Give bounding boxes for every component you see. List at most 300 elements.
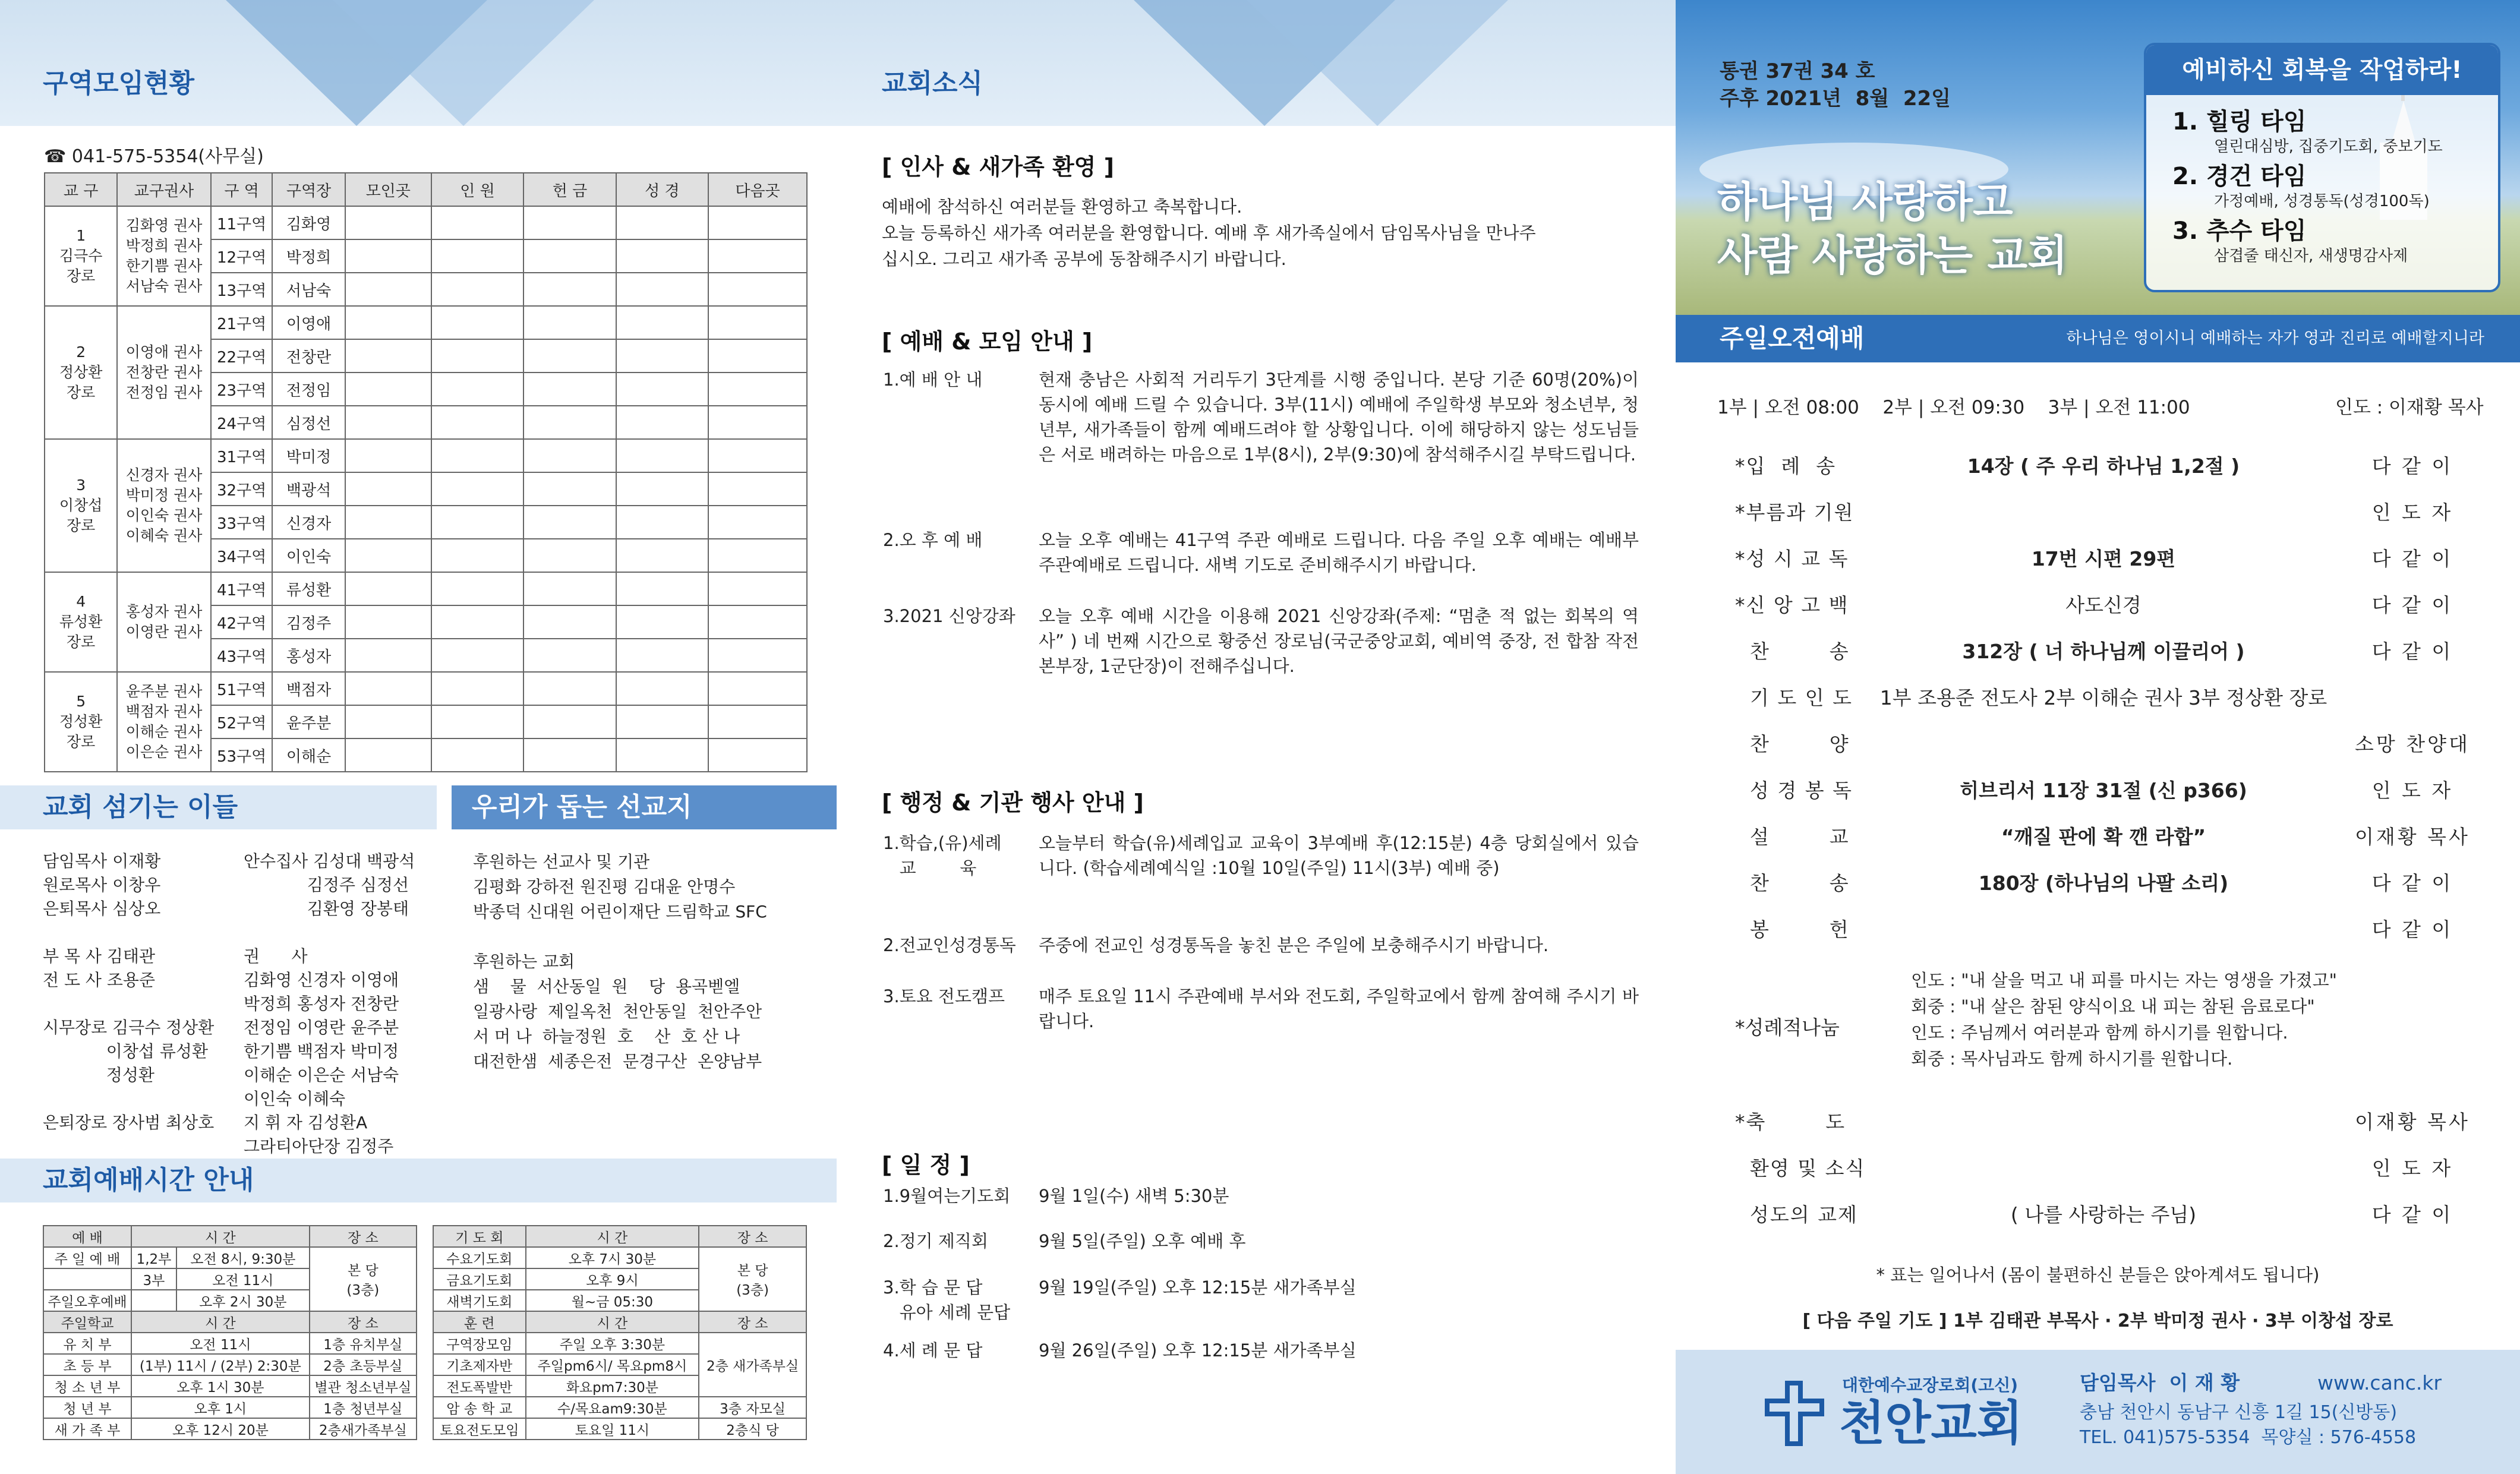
district-blank-cell <box>616 439 708 472</box>
theme-box-title: 예비하신 회복을 작업하라! <box>2146 45 2498 95</box>
time-table-cell: 새벽기도회 <box>433 1290 526 1311</box>
district-blank-cell <box>616 373 708 406</box>
notice-label: 1.9월여는기도회 <box>883 1186 1011 1206</box>
district-header-cell: 인 원 <box>431 173 523 206</box>
time-table-row <box>433 1418 806 1440</box>
order-item-content: 14장 ( 주 우리 하나님 1,2절 ) <box>1967 454 2240 478</box>
district-row <box>45 306 807 339</box>
time-table-header-cell: 예 배 <box>43 1226 131 1247</box>
district-header-cell: 모인곳 <box>345 173 431 206</box>
order-item-by: 다 같 이 <box>2371 594 2453 617</box>
district-blank-cell <box>345 306 431 339</box>
phone-numbers: TEL. 041)575-5354 목양실 : 576-4558 <box>2080 1427 2417 1448</box>
district-blank-cell <box>345 206 431 239</box>
notice-text: 9월 26일(주일) 오후 12:15분 새가족부실 <box>1039 1340 1357 1361</box>
worship-notice-heading: [ 예배 & 모임 안내 ] <box>882 329 1093 355</box>
notice-text: 9월 5일(주일) 오후 예배 후 <box>1039 1231 1246 1251</box>
district-leader: 백광석 <box>272 472 345 506</box>
district-title: 구역모임현황 <box>43 68 195 99</box>
district-blank-cell <box>708 605 807 639</box>
district-blank-cell <box>345 273 431 306</box>
district-blank-cell <box>708 439 807 472</box>
parish-member: 서남숙 권사 <box>125 277 203 295</box>
district-blank-cell <box>708 206 807 239</box>
district-leader: 이영애 <box>272 306 345 339</box>
district-blank-cell <box>708 506 807 539</box>
district-blank-cell <box>345 472 431 506</box>
district-leader: 서남숙 <box>272 273 345 306</box>
notice-label: 2.정기 제직회 <box>883 1231 988 1251</box>
time-table-cell: 2층새가족부실 <box>310 1418 417 1440</box>
order-row <box>1676 582 2520 629</box>
district-blank-cell <box>708 273 807 306</box>
district-blank-cell <box>431 273 523 306</box>
footer <box>1676 1350 2520 1474</box>
order-item-name: 봉 헌 <box>1735 918 1850 941</box>
order-item-content: 1부 조용준 전도사 2부 이해순 권사 3부 정상환 장로 <box>1879 686 2327 709</box>
order-row <box>1676 860 2520 907</box>
time-table-cell: 화요pm7:30분 <box>526 1375 699 1397</box>
district-number: 51구역 <box>211 672 273 705</box>
time-table-cell: 암 송 학 교 <box>433 1397 526 1418</box>
district-blank-cell <box>345 539 431 572</box>
district-header-cell: 다음곳 <box>708 173 807 206</box>
time-table-cell <box>131 1290 176 1311</box>
greeting-line: 오늘 등록하신 새가족 여러분을 환영합니다. 예배 후 새가족실에서 담임목사님을 만나주 <box>882 223 1536 243</box>
district-number: 13구역 <box>211 273 273 306</box>
time-table-header-cell: 시 간 <box>131 1226 310 1247</box>
server-line: 은퇴목사 심상오 <box>43 899 161 919</box>
address: 충남 천안시 동남구 신흥 1길 15(신방동) <box>2080 1402 2398 1423</box>
district-blank-cell <box>431 639 523 672</box>
communion-label: *성례적나눔 <box>1735 1016 1840 1039</box>
district-blank-cell <box>708 672 807 705</box>
order-row <box>1676 1099 2520 1145</box>
time-table-header <box>433 1311 806 1333</box>
missions-title: 우리가 돕는 선교지 <box>452 785 837 829</box>
server-line: 김화영 신경자 이영애 <box>244 970 399 990</box>
time-table-cell: 구역장모임 <box>433 1333 526 1354</box>
theme-item-title: 1. 힐링 타임 <box>2172 108 2307 135</box>
service-title: 주일오전예배 <box>1720 324 1865 353</box>
district-table-header <box>45 173 807 206</box>
time-table-header-cell: 시 간 <box>526 1311 699 1333</box>
order-item-by: 인 도 자 <box>2371 1157 2453 1180</box>
worship-times-right-table <box>433 1225 807 1440</box>
parish-name: 4 류성환 장로 <box>45 572 117 672</box>
district-blank-cell <box>523 705 616 738</box>
time-table-row <box>433 1333 806 1354</box>
parish-member: 홍성자 권사 <box>125 603 203 620</box>
district-blank-cell <box>616 472 708 506</box>
district-blank-cell <box>708 306 807 339</box>
panel-news <box>837 0 1676 1474</box>
district-blank-cell <box>616 306 708 339</box>
district-blank-cell <box>345 439 431 472</box>
server-line: 은퇴장로 장사범 최상호 <box>43 1113 215 1132</box>
time-table-header-cell: 훈 련 <box>433 1311 526 1333</box>
time-table-cell: 유 치 부 <box>43 1333 131 1354</box>
notice-text: 현재 충남은 사회적 거리두기 3단계를 시행 중입니다. 본당 기준 60명(20%)이 동시에 예배 드릴 수 있습니다. 3부(11시) 예배에 주일학생 부모와 청소년부, 청년부, 새가족들이 함께 예배드려야 할 상황입니다. 이에 해당하지 않는 성도님들은 서로 배려하는 마음으로 1부(8시), 2부(9:30)에 참석해주시길 부탁드립니다. <box>1039 370 1639 465</box>
time-table-row <box>433 1397 806 1418</box>
district-leader: 백점자 <box>272 672 345 705</box>
district-leader: 신경자 <box>272 506 345 539</box>
time-table-row <box>43 1247 417 1268</box>
district-blank-cell <box>523 406 616 439</box>
district-header-cell: 구 역 <box>211 173 273 206</box>
district-blank-cell <box>616 738 708 772</box>
district-blank-cell <box>345 339 431 373</box>
parish-member: 박미정 권사 <box>125 487 203 504</box>
district-blank-cell <box>616 572 708 605</box>
district-blank-cell <box>345 572 431 605</box>
district-blank-cell <box>523 605 616 639</box>
parish-member: 전정임 권사 <box>125 384 203 401</box>
slogan-line1: 하나님 사랑하고 <box>1717 178 2013 226</box>
notice-label: 1.학습,(유)세례 교 육 <box>883 833 1002 878</box>
district-blank-cell <box>708 406 807 439</box>
order-item-content: 사도신경 <box>2065 594 2141 617</box>
time-table-cell <box>43 1268 131 1290</box>
order-item-name: *축 도 <box>1735 1110 1846 1134</box>
district-header-cell: 교 구 <box>45 173 117 206</box>
time-table-header-cell: 장 소 <box>310 1311 417 1333</box>
time-table-row <box>433 1247 806 1268</box>
time-table-cell: 2층 초등부실 <box>310 1354 417 1375</box>
order-row <box>1676 768 2520 814</box>
time-table-cell: 기초제자반 <box>433 1354 526 1375</box>
district-header-cell: 성 경 <box>616 173 708 206</box>
time-table-cell: 3층 자모실 <box>699 1397 806 1418</box>
district-blank-cell <box>523 373 616 406</box>
district-number: 24구역 <box>211 406 273 439</box>
time-table-header-cell: 장 소 <box>310 1226 417 1247</box>
schedule-heading: [ 일 정 ] <box>882 1152 970 1178</box>
notice-label: 3.토요 전도캠프 <box>883 986 1005 1006</box>
notice-label: 2.전교인성경통독 <box>883 935 1016 955</box>
parish-member: 윤주분 권사 <box>125 683 203 700</box>
parish-members <box>117 439 211 572</box>
district-blank-cell <box>345 738 431 772</box>
district-header-cell: 교구권사 <box>117 173 211 206</box>
order-item-content: 312장 ( 너 하나님께 이끌리어 ) <box>1962 640 2245 663</box>
standing-note: * 표는 일어나서 (몸이 불편하신 분들은 앉아계셔도 됩니다) <box>1876 1265 2320 1285</box>
time-table-cell: (1부) 11시 / (2부) 2:30분 <box>131 1354 310 1375</box>
district-blank-cell <box>616 539 708 572</box>
district-blank-cell <box>523 738 616 772</box>
panel-service <box>1676 0 2520 1474</box>
communion-line: 인도 : 주님께서 여러분과 함께 하시기를 원합니다. <box>1911 1022 2288 1043</box>
time-table-header <box>43 1311 417 1333</box>
time-table-header-cell: 주일학교 <box>43 1311 131 1333</box>
time-table-cell: 별관 청소년부실 <box>310 1375 417 1397</box>
order-item-by: 인 도 자 <box>2371 779 2453 802</box>
time-table-cell: 오후 12시 20분 <box>131 1418 310 1440</box>
notice-label: 3.학 습 문 답 유아 세례 문답 <box>883 1277 1011 1323</box>
district-blank-cell <box>431 705 523 738</box>
district-blank-cell <box>708 738 807 772</box>
notice-text: 9월 1일(수) 새벽 5:30분 <box>1039 1186 1229 1206</box>
district-blank-cell <box>431 472 523 506</box>
parish-name: 1 김극수 장로 <box>45 206 117 306</box>
missions-list <box>473 850 830 1074</box>
website-link[interactable]: www.canc.kr <box>2317 1371 2442 1394</box>
district-row <box>45 439 807 472</box>
server-line: 그라티아단장 김정주 <box>244 1137 394 1156</box>
district-blank-cell <box>523 539 616 572</box>
parish-member: 이해순 권사 <box>125 723 203 740</box>
mission-line: 후원하는 선교사 및 기관 <box>473 852 650 872</box>
district-row <box>45 672 807 705</box>
parish-members <box>117 572 211 672</box>
order-item-by: 인 도 자 <box>2371 501 2453 524</box>
district-number: 31구역 <box>211 439 273 472</box>
district-blank-cell <box>523 339 616 373</box>
theme-box-items <box>2146 95 2498 266</box>
time-table-cell: 1,2부 <box>131 1247 176 1268</box>
district-table <box>44 172 808 772</box>
district-blank-cell <box>345 506 431 539</box>
order-item-name: 설 교 <box>1735 825 1850 848</box>
district-row <box>45 572 807 605</box>
parish-members <box>117 306 211 439</box>
notice-label: 1.예 배 안 내 <box>883 370 983 390</box>
order-item-by: 다 같 이 <box>2371 640 2453 663</box>
order-row <box>1676 443 2520 490</box>
district-blank-cell <box>431 572 523 605</box>
order-item-by: 다 같 이 <box>2371 454 2453 478</box>
time-table-cell: 수/목요am9:30분 <box>526 1397 699 1418</box>
district-blank-cell <box>523 672 616 705</box>
mission-line <box>473 924 830 949</box>
server-line: 이해순 이은순 서남숙 <box>244 1065 399 1085</box>
server-line: 시무장로 김극수 정상환 <box>43 1018 215 1037</box>
order-row <box>1676 814 2520 860</box>
time-table-cell: 청 년 부 <box>43 1397 131 1418</box>
time-table-cell: 1층 유치부실 <box>310 1333 417 1354</box>
district-blank-cell <box>431 605 523 639</box>
district-blank-cell <box>345 373 431 406</box>
district-blank-cell <box>345 705 431 738</box>
order-item-by: 다 같 이 <box>2371 918 2453 941</box>
order-item-name: *부름과 기원 <box>1735 501 1854 524</box>
time-table-header-cell: 시 간 <box>131 1311 310 1333</box>
district-blank-cell <box>523 306 616 339</box>
district-blank-cell <box>523 206 616 239</box>
parish-member: 이인숙 권사 <box>125 507 203 524</box>
server-line <box>43 1087 239 1111</box>
district-blank-cell <box>431 506 523 539</box>
order-item-content: ( 나를 사랑하는 주님) <box>2010 1203 2197 1226</box>
district-leader: 김화영 <box>272 206 345 239</box>
server-line: 이창섭 류성환 <box>43 1041 208 1061</box>
district-blank-cell <box>616 705 708 738</box>
time-table-cell: 본 당 (3층) <box>310 1247 417 1311</box>
header-decoration <box>333 0 594 126</box>
district-blank-cell <box>523 439 616 472</box>
district-leader: 홍성자 <box>272 639 345 672</box>
time-table-cell: 토요일 11시 <box>526 1418 699 1440</box>
servers-title: 교회 섬기는 이들 <box>0 785 437 829</box>
district-blank-cell <box>523 639 616 672</box>
parish-member: 이혜숙 권사 <box>125 527 203 544</box>
time-table-header <box>43 1226 417 1247</box>
parish-member: 이은순 권사 <box>125 743 203 760</box>
time-table-cell: 토요전도모임 <box>433 1418 526 1440</box>
notice-text: 오늘 오후 예배 시간을 이용해 2021 신앙강좌(주제: “멈춘 적 없는 회복의 역사” ) 네 번째 시간으로 황중선 장로님(국군중앙교회, 예비역 중장, 전 합참 작전본부장, 1군단장)이 전해주십니다. <box>1039 606 1639 676</box>
district-blank-cell <box>431 439 523 472</box>
server-line <box>43 921 239 945</box>
district-blank-cell <box>708 239 807 273</box>
admin-notice-heading: [ 행정 & 기관 행사 안내 ] <box>882 790 1144 816</box>
greeting-line: 예배에 참석하신 여러분들 환영하고 축복합니다. <box>882 197 1242 217</box>
greeting-heading: [ 인사 & 새가족 환영 ] <box>882 154 1114 180</box>
time-table-row <box>43 1375 417 1397</box>
office-phone: ☎ 041-575-5354(사무실) <box>44 146 264 167</box>
notice-label: 2.오 후 예 배 <box>883 530 983 550</box>
time-table-header-cell: 시 간 <box>526 1226 699 1247</box>
mission-line: 일광사랑 제일옥천 천안동일 천안주안 <box>473 1002 762 1021</box>
service-times: 1부 | 오전 08:00 2부 | 오전 09:30 3부 | 오전 11:00 <box>1717 397 2190 418</box>
district-row <box>45 206 807 239</box>
district-blank-cell <box>523 239 616 273</box>
theme-item-sub: 가정예배, 성경통독(성경100독) <box>2214 192 2430 210</box>
slogan-line2: 사람 사랑하는 교회 <box>1717 231 2068 280</box>
header-decoration <box>1247 0 1508 126</box>
district-blank-cell <box>431 206 523 239</box>
order-item-content: 히브리서 11장 31절 (신 p366) <box>1960 779 2247 802</box>
time-table-cell: 오후 2시 30분 <box>176 1290 310 1311</box>
order-item-name: 성도의 교제 <box>1735 1203 1858 1226</box>
notice-text: 오늘부터 학습(유)세례입교 교육이 3부예배 후(12:15분) 4층 당회실에서 있습니다. (학습세례예식일 :10월 10일(주일) 11시(3부) 예배 중) <box>1039 833 1639 878</box>
district-blank-cell <box>616 273 708 306</box>
order-item-by: 이재황 목사 <box>2355 825 2470 848</box>
parish-member: 이영란 권사 <box>125 623 203 640</box>
district-blank-cell <box>345 639 431 672</box>
district-number: 33구역 <box>211 506 273 539</box>
server-line: 전 도 사 조용준 <box>43 970 155 990</box>
server-line: 정성환 <box>43 1065 154 1085</box>
district-blank-cell <box>431 339 523 373</box>
time-table-row <box>43 1354 417 1375</box>
server-line: 권 사 <box>244 946 308 966</box>
order-item-content: “깨질 판에 확 깬 라합” <box>2001 825 2206 848</box>
district-blank-cell <box>431 539 523 572</box>
district-blank-cell <box>431 239 523 273</box>
district-number: 34구역 <box>211 539 273 572</box>
greeting-line: 십시오. 그리고 새가족 공부에 동참해주시기 바랍니다. <box>882 249 1286 269</box>
order-item-name: *신 앙 고 백 <box>1735 594 1849 617</box>
time-table-cell: 주일 오후 3:30분 <box>526 1333 699 1354</box>
mission-line: 김평화 강하전 원진평 김대윤 안명수 <box>473 877 736 897</box>
parish-member: 한기쁨 권사 <box>125 257 203 274</box>
district-leader: 박정희 <box>272 239 345 273</box>
district-leader: 김정주 <box>272 605 345 639</box>
next-prayer: [ 다음 주일 기도 ] 1부 김태관 부목사 · 2부 박미정 권사 · 3부 이창섭 장로 <box>1802 1311 2393 1331</box>
order-row <box>1676 721 2520 768</box>
server-line: 한기쁨 백점자 박미정 <box>244 1041 399 1061</box>
communion-text <box>1911 967 2481 1072</box>
service-verse: 하나님은 영이시니 예배하는 자가 영과 진리로 예배할지니라 <box>2066 329 2484 348</box>
mission-line: 샘 물 서산동일 원 당 용곡벧엘 <box>473 977 740 996</box>
theme-item-sub: 삼겹줄 태신자, 새생명감사제 <box>2214 247 2408 265</box>
server-line: 부 목 사 김태관 <box>43 946 155 966</box>
parish-name: 5 정성환 장로 <box>45 672 117 772</box>
district-blank-cell <box>523 506 616 539</box>
notice-text: 매주 토요일 11시 주관예배 부서와 전도회, 주일학교에서 함께 참여해 주시기 바랍니다. <box>1039 986 1639 1031</box>
district-number: 22구역 <box>211 339 273 373</box>
news-title: 교회소식 <box>882 68 983 99</box>
servers-right <box>244 850 440 1159</box>
communion-line: 회중 : 목사님과도 함께 하시기를 원합니다. <box>1911 1049 2233 1069</box>
district-leader: 전정임 <box>272 373 345 406</box>
order-row <box>1676 1192 2520 1238</box>
district-number: 32구역 <box>211 472 273 506</box>
district-blank-cell <box>616 672 708 705</box>
theme-box <box>2144 43 2500 292</box>
parish-member: 박정희 권사 <box>125 237 203 254</box>
order-item-name: 찬 송 <box>1735 640 1850 663</box>
server-line: 원로목사 이창우 <box>43 875 161 895</box>
order-row <box>1676 490 2520 536</box>
parish-members <box>117 206 211 306</box>
time-table-row <box>43 1397 417 1418</box>
time-table-cell: 2층 새가족부실 <box>699 1333 806 1397</box>
order-item-content: 180장 (하나님의 나팔 소리) <box>1978 872 2229 895</box>
order-item-name: 찬 양 <box>1735 733 1850 756</box>
district-blank-cell <box>431 672 523 705</box>
district-blank-cell <box>616 239 708 273</box>
order-item-by: 다 같 이 <box>2371 872 2453 895</box>
parish-member: 이영애 권사 <box>125 343 203 361</box>
order-item-name: 성 경 봉 독 <box>1735 779 1853 802</box>
time-table-header <box>433 1226 806 1247</box>
server-line: 지 휘 자 김성환A <box>244 1113 368 1132</box>
theme-item-sub: 열린대심방, 집중기도회, 중보기도 <box>2214 138 2443 156</box>
denomination: 대한예수교장로회(고신) <box>1842 1375 2018 1395</box>
panel-district <box>0 0 837 1474</box>
order-item-by: 이재황 목사 <box>2355 1110 2470 1134</box>
time-table-cell: 월~금 05:30 <box>526 1290 699 1311</box>
server-line: 김정주 심정선 <box>244 875 409 895</box>
notice-text: 9월 19일(주일) 오후 12:15분 새가족부실 <box>1039 1277 1357 1298</box>
servers-left <box>43 850 239 1135</box>
order-row <box>1676 907 2520 953</box>
district-blank-cell <box>708 572 807 605</box>
time-table-row <box>43 1418 417 1440</box>
district-header-cell: 헌 금 <box>523 173 616 206</box>
district-blank-cell <box>431 306 523 339</box>
order-item-name: *입 례 송 <box>1735 454 1837 478</box>
theme-item-title: 2. 경건 타임 <box>2172 163 2307 190</box>
district-leader: 박미정 <box>272 439 345 472</box>
pastor-name: 담임목사 이 재 황 <box>2080 1371 2240 1394</box>
time-table-cell: 새 가 족 부 <box>43 1418 131 1440</box>
parish-members <box>117 672 211 772</box>
service-leader: 인도 : 이재황 목사 <box>2335 397 2484 418</box>
volume-number: 통권 37권 34 호 <box>1720 59 1875 83</box>
parish-member: 백점자 권사 <box>125 703 203 720</box>
district-blank-cell <box>708 539 807 572</box>
district-blank-cell <box>616 206 708 239</box>
time-table-cell: 오후 9시 <box>526 1268 699 1290</box>
parish-member: 김화영 권사 <box>125 217 203 234</box>
district-leader: 류성환 <box>272 572 345 605</box>
district-number: 53구역 <box>211 738 273 772</box>
district-number: 42구역 <box>211 605 273 639</box>
server-line: 안수집사 김성대 백광석 <box>244 851 415 871</box>
order-item-name: 찬 송 <box>1735 872 1850 895</box>
